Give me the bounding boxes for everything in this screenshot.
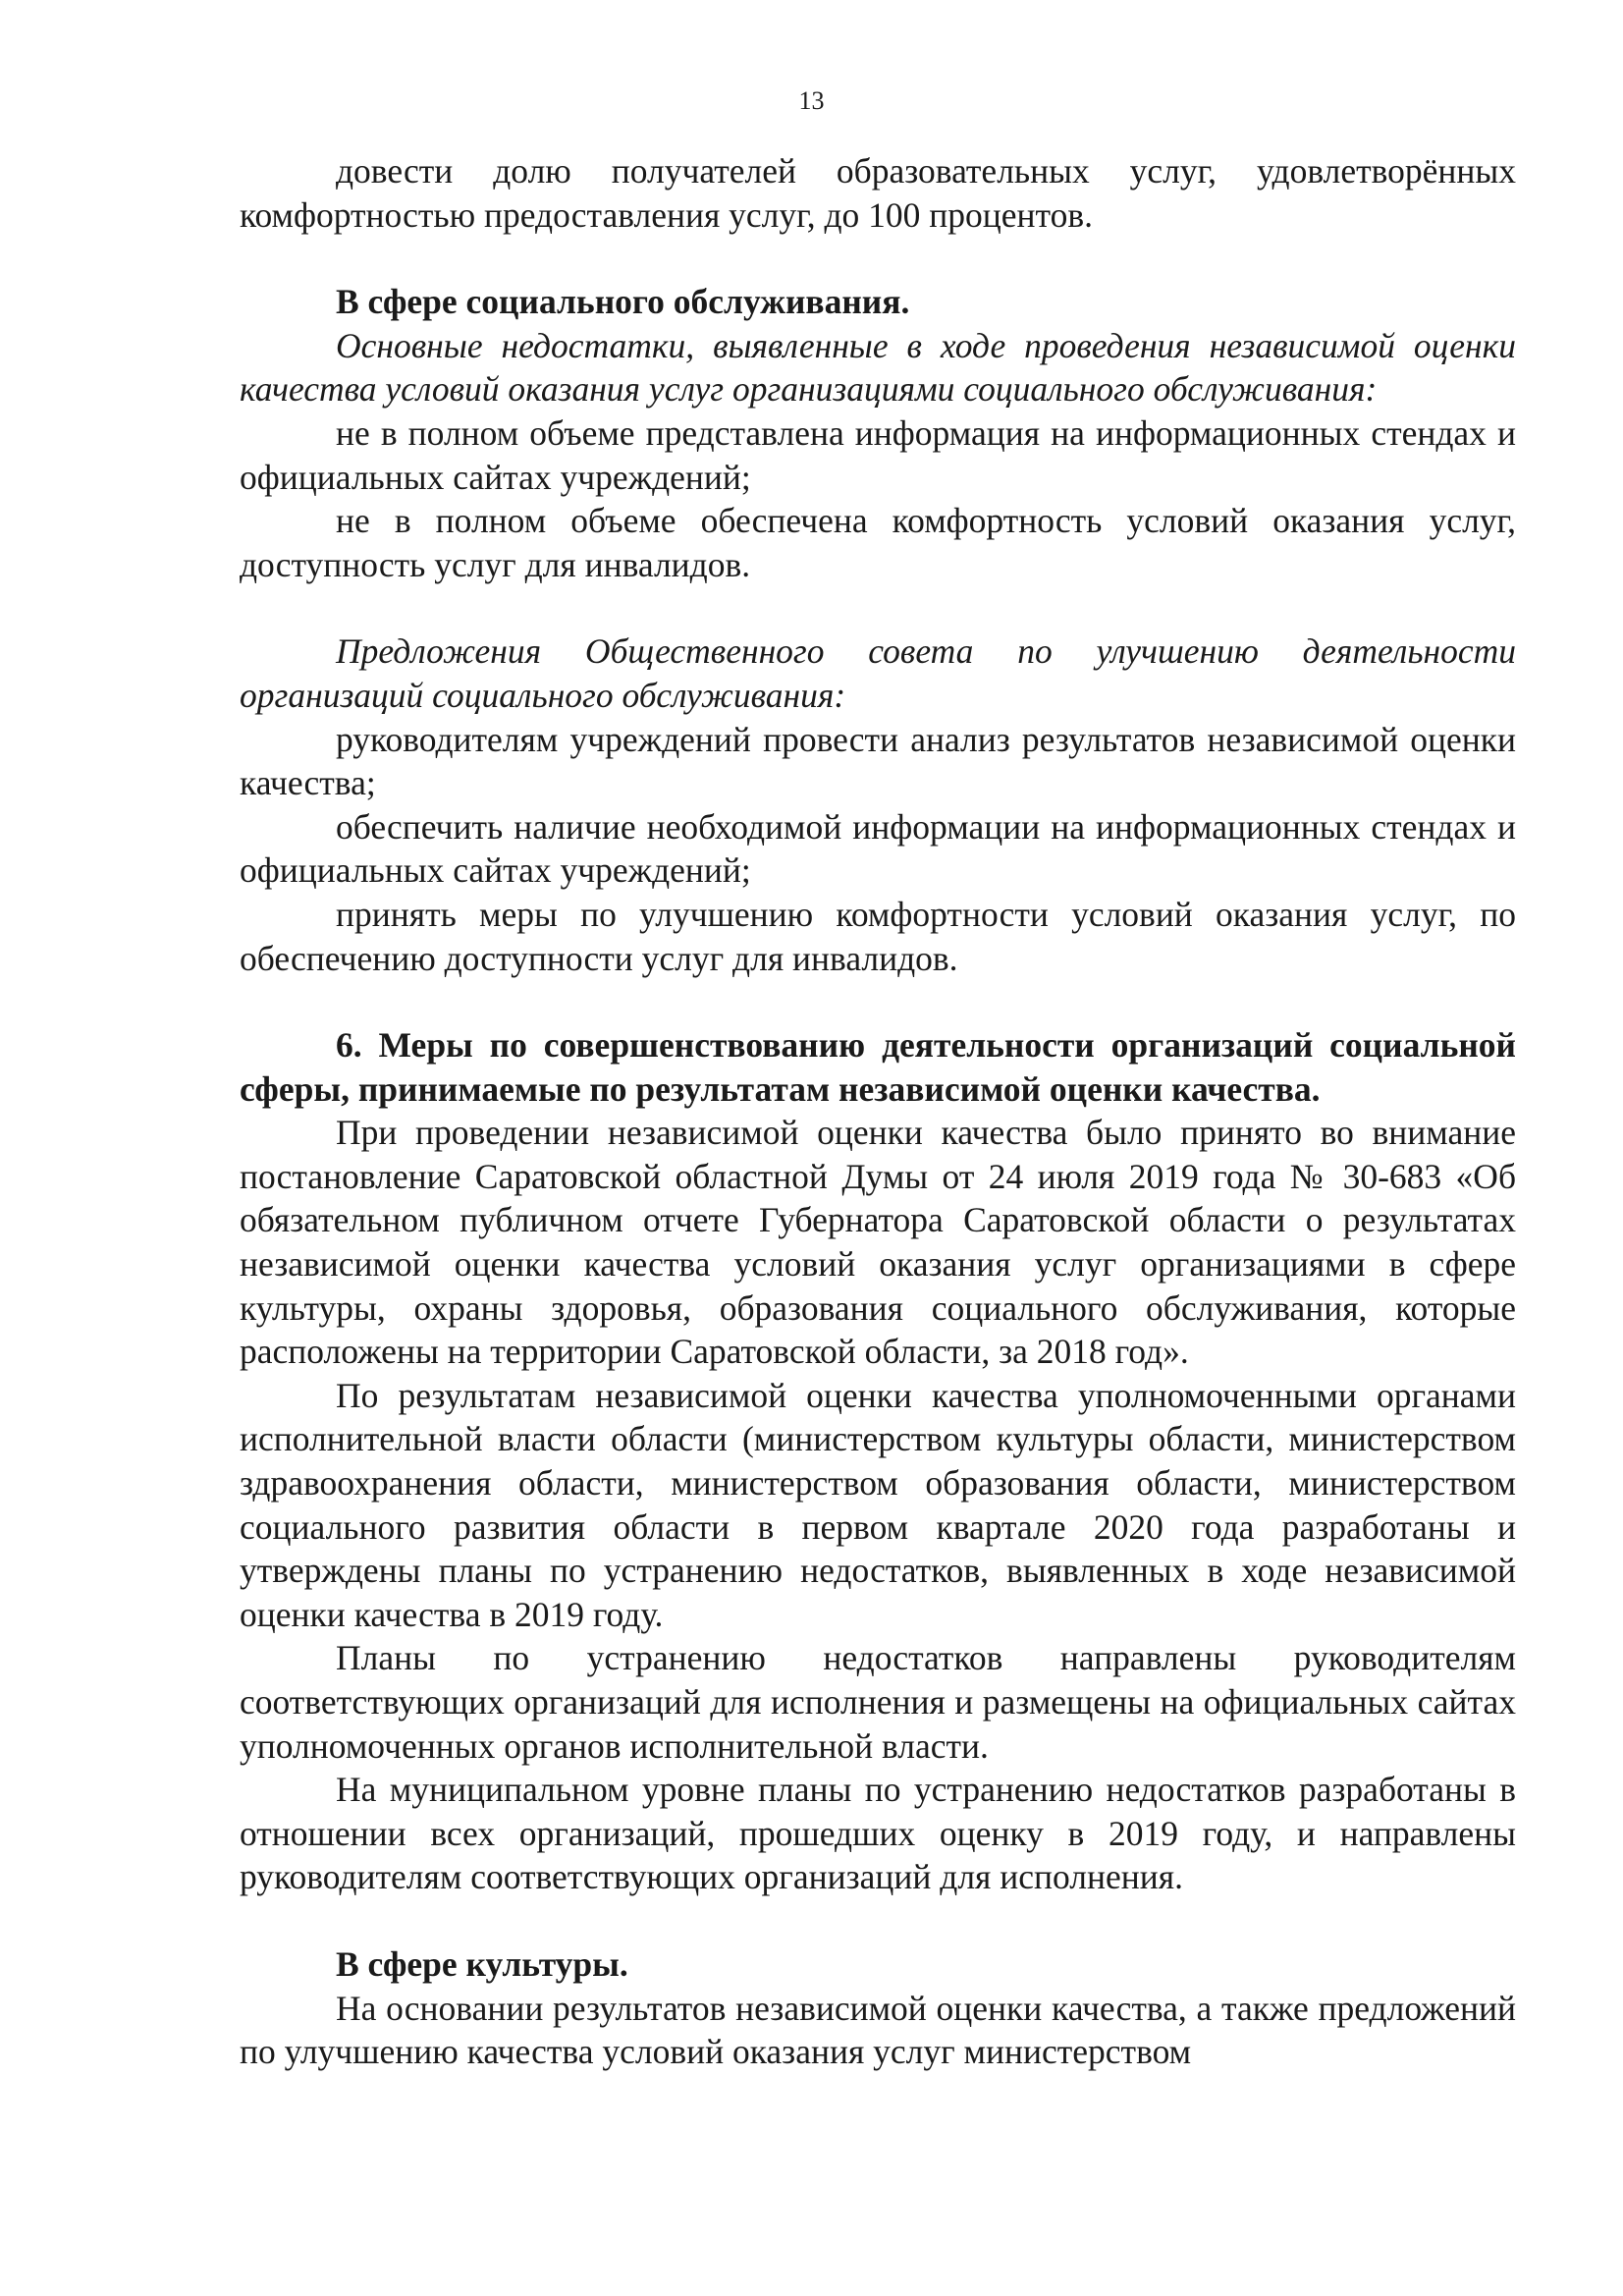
page-number: 13 <box>798 86 825 115</box>
heading-culture: В сфере культуры. <box>336 1943 628 1984</box>
paragraph-culture-measures: На основании результатов независимой оценки качества, а также предложений по улучшению качества условий оказания услуг министерством <box>240 1988 1516 2072</box>
heading-social-services: В сфере социального обслуживания. <box>336 282 910 322</box>
paragraph-municipal-level: На муниципальном уровне планы по устранению недостатков разработаны в отношении всех организаций, прошедших оценку в 2019 году, и направлены руководителям соответствующих организаций для исполнения. <box>240 1770 1516 1897</box>
spacer <box>240 980 1516 1023</box>
spacer <box>240 237 1516 280</box>
paragraph-shortcoming-1: не в полном объеме представлена информация на информационных стендах и официальных сайтах учреждений; <box>240 412 1516 497</box>
paragraph-proposal-2: обеспечить наличие необходимой информации на информационных стендах и официальных сайтах учреждений; <box>240 806 1516 891</box>
paragraph-proposal-3: принять меры по улучшению комфортности условий оказания услуг, по обеспечению доступности услуг для инвалидов. <box>240 894 1516 978</box>
spacer <box>240 1899 1516 1942</box>
paragraph-shortcomings-intro: Основные недостатки, выявленные в ходе проведения независимой оценки качества условий оказания услуг организациями социального обслуживания: <box>240 325 1516 410</box>
paragraph-proposal-1: руководителям учреждений провести анализ результатов независимой оценки качества; <box>240 719 1516 803</box>
spacer <box>240 586 1516 629</box>
paragraph-results-plans: По результатам независимой оценки качества уполномоченными органами исполнительной власти области (министерством культуры области, министерством здравоохранения области, министерством образования области, министерством социального развития области в первом квартале 2020 года разработаны и утверждены планы по устранению недостатков, выявленных в ходе независимой оценки качества в 2019 году. <box>240 1375 1516 1634</box>
paragraph-proposals-intro: Предложения Общественного совета по улучшению деятельности организаций социального обслуживания: <box>240 631 1516 715</box>
document-body <box>240 149 1516 2074</box>
paragraph-shortcoming-2: не в полном объеме обеспечена комфортность условий оказания услуг, доступность услуг для инвалидов. <box>240 501 1516 584</box>
paragraph-education-target: довести долю получателей образовательных услуг, удовлетворённых комфортностью предоставления услуг, до 100 процентов. <box>240 151 1516 235</box>
heading-section-6: 6. Меры по совершенствованию деятельности организаций социальной сферы, принимаемые по результатам независимой оценки качества. <box>240 1025 1516 1109</box>
paragraph-resolution: При проведении независимой оценки качества было принято во внимание постановление Саратовской областной Думы от 24 июля 2019 года № 30-683 «Об обязательном публичном отчете Губернатора Саратовской области о результатах независимой оценки качества условий оказания услуг организациями в сфере культуры, охраны здоровья, образования социального обслуживания, которые расположены на территории Саратовской области, за 2018 год». <box>240 1113 1516 1372</box>
paragraph-plans-sent: Планы по устранению недостатков направлены руководителям соответствующих организаций для исполнения и размещены на официальных сайтах уполномоченных органов исполнительной власти. <box>240 1638 1516 1766</box>
